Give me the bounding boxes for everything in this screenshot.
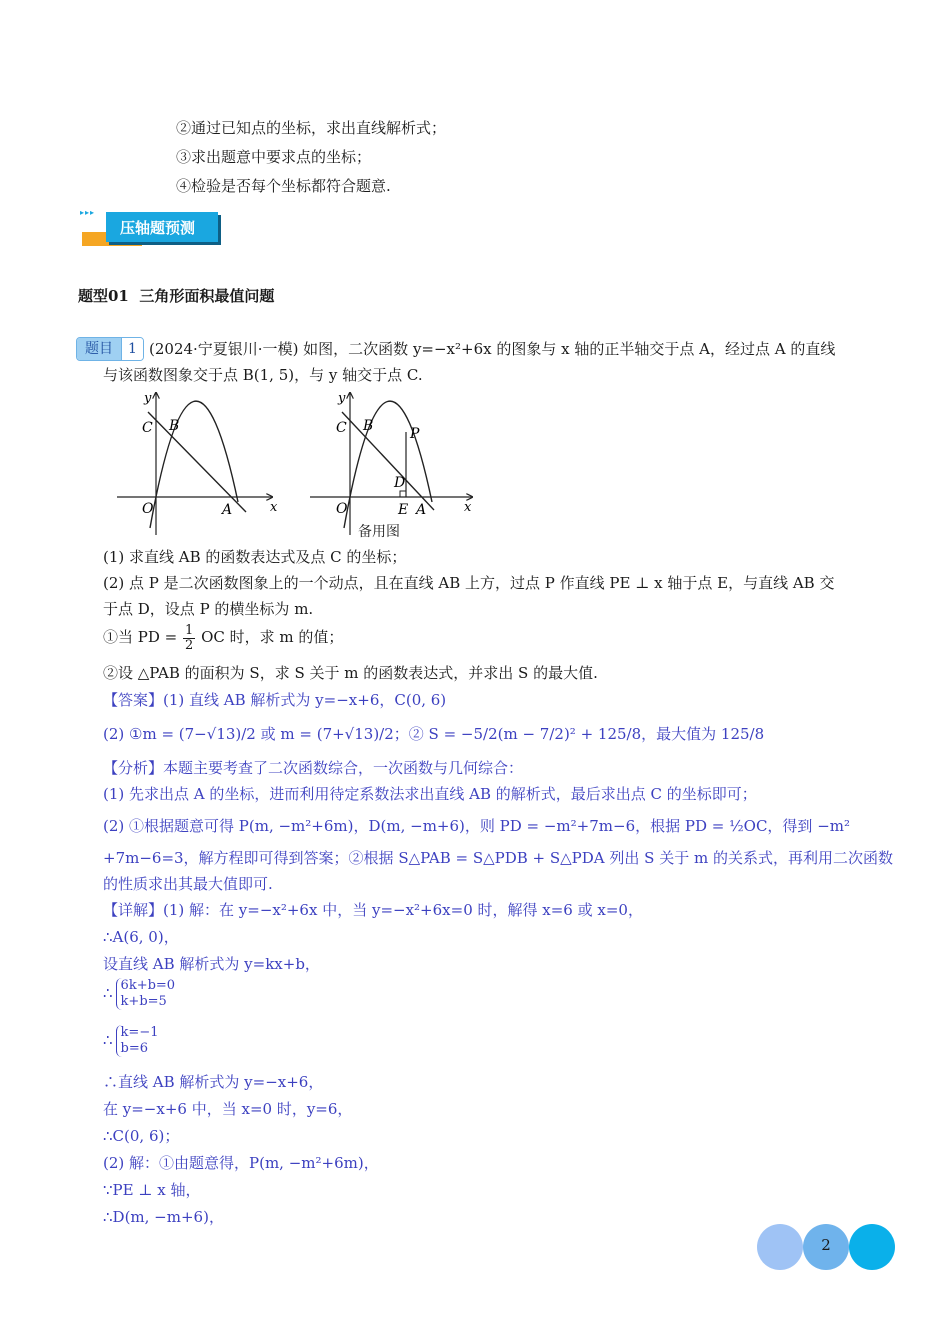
figure-caption: 备用图 [358, 524, 400, 540]
banner-dots: ▸▸▸ [80, 208, 96, 217]
therefore-mark: ∴ [103, 984, 113, 1002]
question-2b: 于点 D，设点 P 的横坐标为 m. [103, 600, 314, 618]
question-2c-lead: ①当 PD = [103, 628, 178, 646]
section-title: 题型01 三角形面积最值问题 [78, 287, 275, 305]
analysis-3: (2) ①根据题意可得 P(m, −m²+6m)，D(m, −m+6)，则 PD = −m²+7m−6，根据 PD = ½OC，得到 −m² [103, 817, 850, 835]
fig1-label-o: O [142, 501, 154, 517]
page-badge-circle-right [849, 1224, 895, 1270]
section-banner [80, 208, 222, 248]
fig1-label-b: B [169, 418, 180, 434]
system-1-eq2: k+b=5 [120, 994, 167, 1009]
banner-label: 压轴题预测 [120, 219, 196, 237]
fig2-label-x: x [464, 500, 472, 515]
fig2-label-b: B [363, 418, 374, 434]
detail-11: ∴D(m, −m+6)， [103, 1208, 224, 1226]
fig1-label-y: y [144, 391, 152, 406]
answer-1: 【答案】(1) 直线 AB 解析式为 y=−x+6，C(0, 6) [103, 691, 447, 709]
analysis-5: 的性质求出其最大值即可. [103, 875, 273, 893]
analysis-2: (1) 先求出点 A 的坐标，进而利用待定系数法求出直线 AB 的解析式，最后求出点 C 的坐标即可； [103, 785, 757, 803]
analysis-1: 【分析】本题主要考查了二次函数综合，一次函数与几何综合： [103, 759, 524, 777]
page-number: 2 [821, 1236, 831, 1254]
fig1-label-c: C [142, 420, 153, 436]
system-2-eq2: b=6 [120, 1041, 149, 1056]
question-2c [103, 622, 343, 653]
question-2a: (2) 点 P 是二次函数图象上的一个动点，且在直线 AB 上方，过点 P 作直线 PE ⊥ x 轴于点 E，与直线 AB 交 [103, 574, 835, 592]
fig2-right-angle [400, 491, 406, 497]
detail-3: 设直线 AB 解析式为 y=kx+b， [103, 955, 320, 973]
problem-line-2: 与该函数图象交于点 B(1, 5)，与 y 轴交于点 C. [103, 366, 423, 384]
fig2-label-e: E [398, 502, 409, 518]
fig1-label-x: x [270, 500, 278, 515]
problem-tag [76, 337, 144, 361]
step-2: ②通过已知点的坐标，求出直线解析式； [176, 119, 447, 137]
figure-2 [310, 391, 472, 535]
fig2-line-ab [342, 412, 434, 510]
system-1 [116, 978, 176, 1010]
fig2-label-a: A [416, 502, 427, 518]
page-badge-circle-left [757, 1224, 803, 1270]
detail-8: ∴C(0, 6)； [103, 1127, 180, 1145]
system-1-eq1: 6k+b=0 [120, 978, 176, 993]
detail-9: (2) 解：①由题意得，P(m, −m²+6m)， [103, 1154, 379, 1172]
detail-10: ∵PE ⊥ x 轴， [103, 1181, 201, 1199]
question-1: (1) 求直线 AB 的函数表达式及点 C 的坐标； [103, 548, 407, 566]
question-2d: ②设 △PAB 的面积为 S，求 S 关于 m 的函数表达式，并求出 S 的最大值. [103, 664, 598, 682]
detail-2: ∴A(6, 0)， [103, 928, 179, 946]
question-2c-tail: OC 时，求 m 的值； [201, 628, 344, 646]
detail-5 [103, 1025, 158, 1057]
answer-2: (2) ①m = (7−√13)/2 或 m = (7+√13)/2；② S = −5/2(m − 7/2)² + 125/8，最大值为 125/8 [103, 725, 765, 743]
therefore-mark-2: ∴ [103, 1031, 113, 1049]
step-3: ③求出题意中要求点的坐标； [176, 148, 372, 166]
detail-1: 【详解】(1) 解：在 y=−x²+6x 中，当 y=−x²+6x=0 时，解得 x=6 或 x=0， [103, 901, 643, 919]
fig2-label-y: y [338, 391, 346, 406]
system-2-eq1: k=−1 [120, 1025, 159, 1040]
figures [112, 390, 482, 542]
problem-number: 1 [121, 338, 143, 360]
figure-1 [117, 391, 278, 535]
step-4: ④检验是否每个坐标都符合题意. [176, 177, 391, 195]
detail-4 [103, 978, 175, 1010]
detail-7: 在 y=−x+6 中，当 x=0 时，y=6， [103, 1100, 353, 1118]
page-badge [757, 1224, 897, 1272]
fig2-label-p: P [410, 426, 420, 442]
problem-line-1: (2024·宁夏银川·一模) 如图，二次函数 y=−x²+6x 的图象与 x 轴的正半轴交于点 A，经过点 A 的直线 [149, 340, 836, 358]
fig2-label-o: O [336, 501, 348, 517]
fig1-label-a: A [222, 502, 233, 518]
analysis-4: +7m−6=3，解方程即可得到答案；②根据 S△PAB = S△PDB + S△PDA 列出 S 关于 m 的关系式，再利用二次函数 [103, 849, 893, 867]
fig2-label-d: D [394, 475, 406, 491]
detail-6: ∴直线 AB 解析式为 y=−x+6， [103, 1073, 324, 1091]
problem-tag-label: 题目 [77, 338, 121, 360]
system-2 [116, 1025, 159, 1057]
fig2-label-c: C [336, 420, 347, 436]
half-fraction: $\frac{1}{2}$ [185, 622, 194, 653]
